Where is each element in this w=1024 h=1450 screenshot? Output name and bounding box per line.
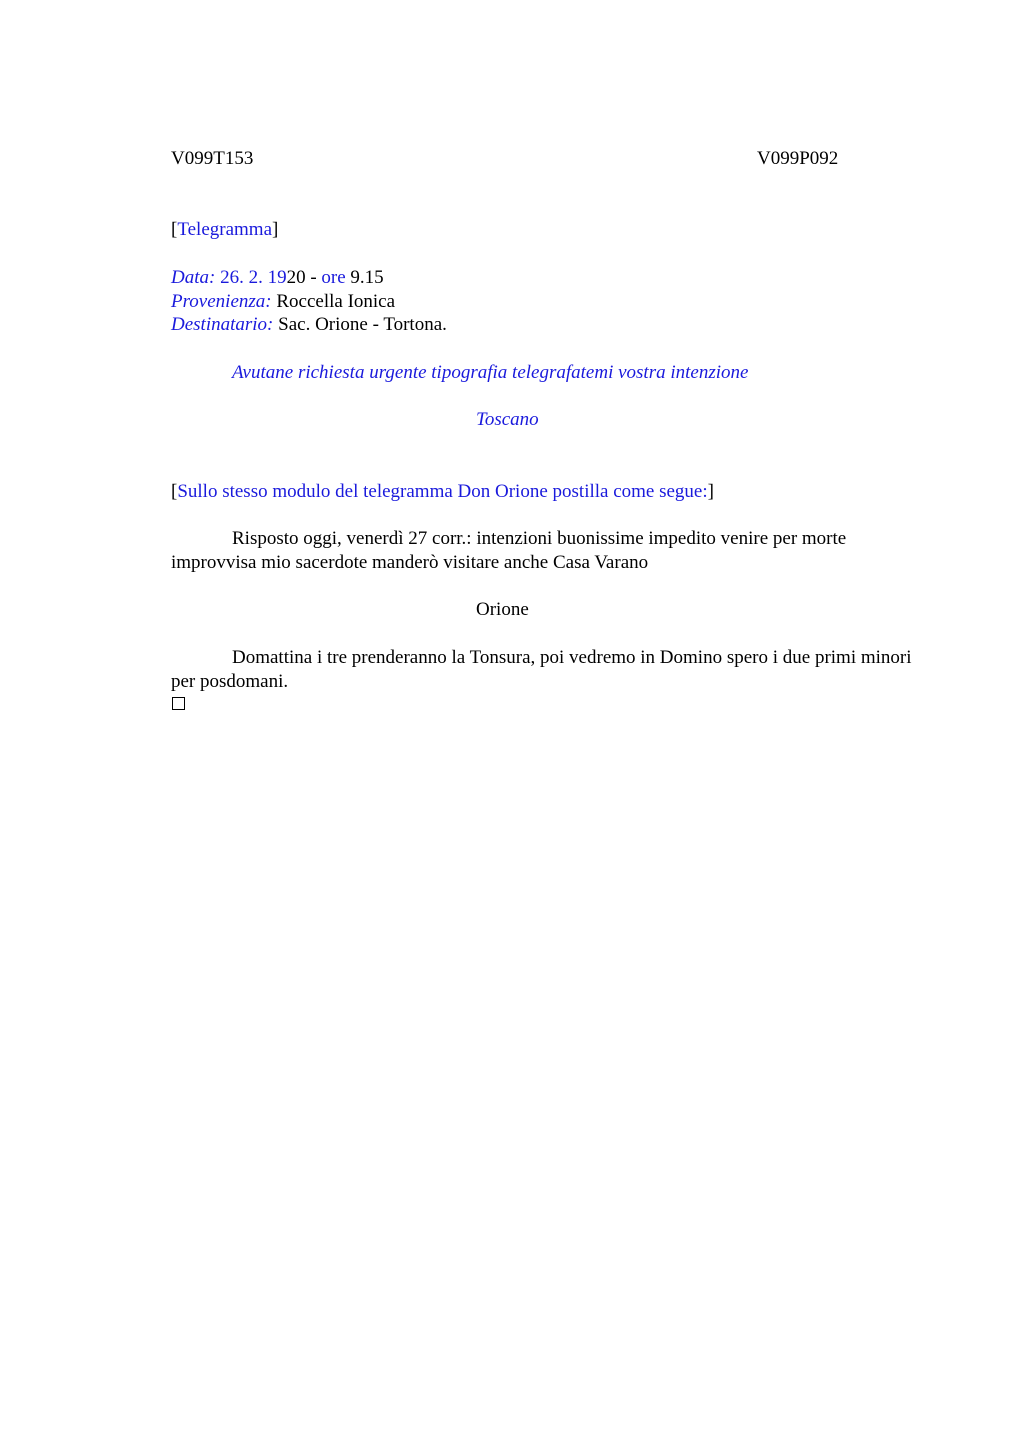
date-value-blue: 26. 2. 19: [215, 267, 287, 288]
destination-value: Sac. Orione - Tortona.: [273, 314, 447, 335]
note-close-bracket: ]: [707, 481, 714, 502]
note-open-bracket: [: [171, 481, 178, 502]
note-text: Sullo stesso modulo del telegramma Don Orione postilla come segue:: [177, 481, 708, 502]
header-right-code: V099P092: [757, 148, 839, 169]
origin-label: Provenienza:: [171, 291, 272, 312]
doc-type-close-bracket: ]: [272, 219, 279, 240]
origin-line: [171, 290, 395, 313]
destination-label: Destinatario:: [171, 314, 274, 335]
destination-line: [171, 313, 447, 336]
reply-signature: Orione: [476, 599, 529, 620]
time-label: ore: [321, 267, 346, 288]
date-line: [171, 266, 384, 289]
editor-note: [171, 480, 714, 503]
reply-paragraph: Risposto oggi, venerdì 27 corr.: intenzioni buonissime impedito venire per morte improvvisa mio sacerdote manderò visitare anche Casa Varano: [171, 528, 847, 573]
time-value: 9.15: [345, 267, 384, 288]
origin-value: Roccella Ionica: [271, 291, 396, 312]
telegram-signature: Toscano: [476, 409, 539, 430]
date-label: Data:: [171, 267, 216, 288]
telegram-body: Avutane richiesta urgente tipografia telegrafatemi vostra intenzione: [232, 362, 749, 383]
date-value-black: 20 -: [286, 267, 322, 288]
header-left-code: V099T153: [171, 148, 254, 169]
doc-type-label: Telegramma: [177, 219, 273, 240]
second-paragraph: Domattina i tre prenderanno la Tonsura, poi vedremo in Domino spero i due primi minori per posdomani.: [171, 647, 912, 692]
doc-type-open-bracket: [: [171, 219, 178, 240]
doc-type-heading: [171, 218, 278, 241]
square-symbol-icon: [172, 697, 185, 710]
